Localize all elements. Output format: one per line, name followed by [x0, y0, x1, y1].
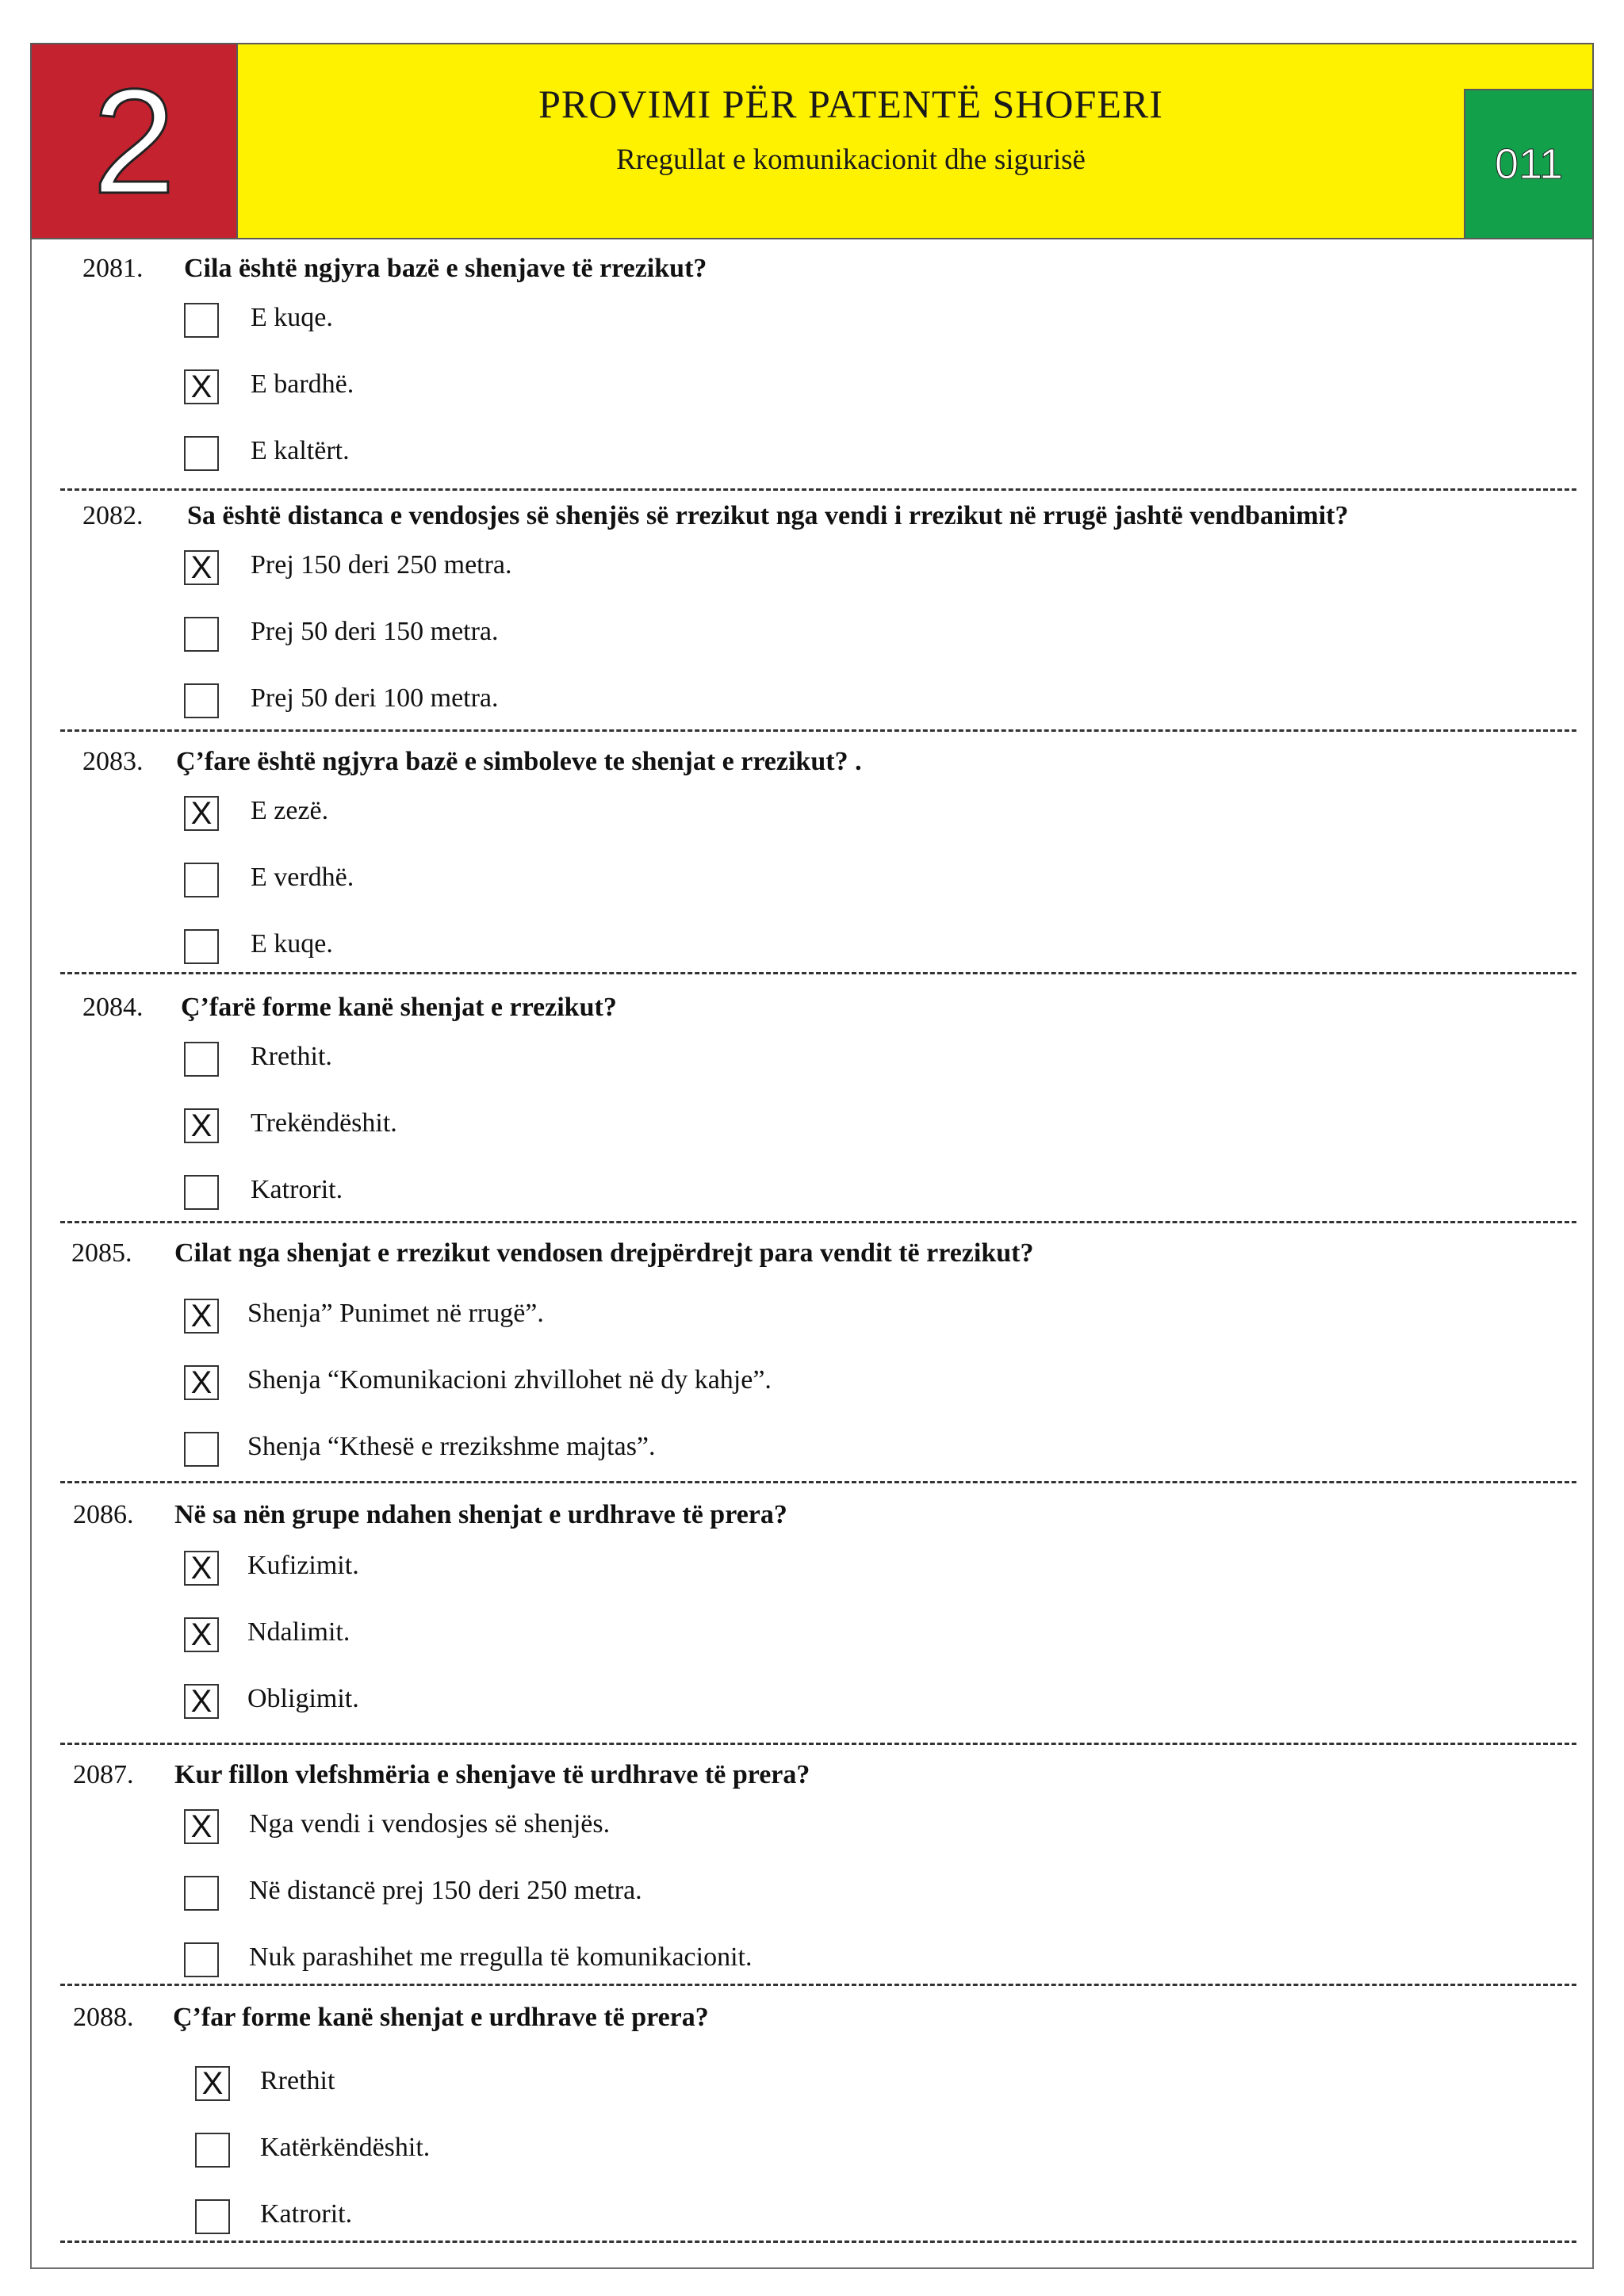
answer-label: Në distancë prej 150 deri 250 metra.: [249, 1876, 642, 1905]
answer-label: Rrethit: [260, 2066, 335, 2095]
answer-checkbox[interactable]: [184, 436, 219, 471]
dashed-divider: [60, 729, 1576, 732]
question-text: Cilat nga shenjat e rrezikut vendosen drejpërdrejt para vendit të rrezikut?: [174, 1238, 1034, 1268]
dashed-divider: [60, 1743, 1576, 1745]
answer-checkbox[interactable]: [184, 1876, 219, 1911]
answer-checkbox[interactable]: X: [184, 796, 219, 831]
answer-checkbox[interactable]: X: [184, 1684, 219, 1719]
answer-checkbox[interactable]: [184, 617, 219, 652]
dashed-divider: [60, 1481, 1576, 1483]
dashed-divider: [60, 1221, 1576, 1223]
answer-checkbox[interactable]: X: [184, 1365, 219, 1400]
answer-label: Katrorit.: [251, 1175, 343, 1204]
question-number: 2086.: [73, 1500, 134, 1529]
question-text: Ç’farë forme kanë shenjat e rrezikut?: [181, 993, 617, 1022]
exam-header: [30, 43, 1594, 239]
answer-checkbox[interactable]: X: [184, 1809, 219, 1844]
answer-label: Shenja” Punimet në rrugë”.: [247, 1299, 544, 1328]
answer-label: Katërkëndëshit.: [260, 2133, 431, 2162]
answer-label: Shenja “Kthesë e rrezikshme majtas”.: [247, 1432, 656, 1461]
category-number: 2: [92, 58, 176, 224]
answer-label: Nga vendi i vendosjes së shenjës.: [249, 1809, 611, 1839]
question-text: Ç’fare është ngjyra bazë e simboleve te shenjat e rrezikut? .: [176, 747, 862, 776]
question-number: 2083.: [82, 747, 144, 776]
question-text: Sa është distanca e vendosjes së shenjës së rrezikut nga vendi i rrezikut në rrugë jashtë vendbanimit?: [187, 501, 1349, 530]
question-number: 2087.: [73, 1760, 134, 1789]
answer-checkbox[interactable]: [184, 1042, 219, 1077]
answer-label: E verdhë.: [251, 863, 354, 892]
answer-checkbox[interactable]: X: [184, 1617, 219, 1652]
dashed-divider: [60, 2241, 1576, 2243]
answer-checkbox[interactable]: [184, 929, 219, 964]
question-text: Cila është ngjyra bazë e shenjave të rrezikut?: [184, 254, 707, 283]
answer-label: E kuqe.: [251, 929, 333, 959]
answer-checkbox[interactable]: X: [184, 1299, 219, 1334]
question-number: 2084.: [82, 993, 144, 1022]
answer-label: E kaltërt.: [251, 436, 350, 465]
question-text: Kur fillon vlefshmëria e shenjave të urdhrave të prera?: [174, 1760, 810, 1789]
question-number: 2085.: [71, 1238, 132, 1268]
dashed-divider: [60, 972, 1576, 974]
answer-label: E bardhë.: [251, 369, 354, 399]
dashed-divider: [60, 488, 1576, 491]
answer-checkbox[interactable]: [184, 1432, 219, 1467]
answer-label: Kufizimit.: [247, 1551, 359, 1580]
answer-label: Rrethit.: [251, 1042, 332, 1071]
answer-checkbox[interactable]: X: [184, 369, 219, 404]
answer-checkbox[interactable]: X: [184, 550, 219, 585]
answer-label: Obligimit.: [247, 1684, 359, 1713]
answer-label: Prej 50 deri 100 metra.: [251, 683, 499, 713]
question-text: Në sa nën grupe ndahen shenjat e urdhrave të prera?: [174, 1500, 787, 1529]
answer-label: Trekëndëshit.: [251, 1108, 397, 1138]
answer-label: Ndalimit.: [247, 1617, 350, 1647]
answer-label: Nuk parashihet me rregulla të komunikacionit.: [249, 1942, 753, 1972]
answer-checkbox[interactable]: X: [195, 2066, 230, 2101]
answer-label: Prej 50 deri 150 metra.: [251, 617, 499, 646]
answer-checkbox[interactable]: [184, 863, 219, 897]
page-code: 011: [1494, 140, 1564, 188]
category-badge: [32, 44, 238, 238]
question-text: Ç’far forme kanë shenjat e urdhrave të prera?: [173, 2003, 709, 2032]
answer-label: E kuqe.: [251, 303, 333, 332]
answer-checkbox[interactable]: X: [184, 1108, 219, 1143]
answer-checkbox[interactable]: [184, 1175, 219, 1210]
question-number: 2082.: [82, 501, 144, 530]
question-number: 2088.: [73, 2003, 134, 2032]
answer-label: E zezë.: [251, 796, 329, 825]
page-subtitle: Rregullat e komunikacionit dhe sigurisë: [616, 144, 1086, 176]
page-title: PROVIMI PËR PATENTË SHOFERI: [538, 82, 1163, 126]
answer-checkbox[interactable]: [184, 683, 219, 718]
answer-checkbox[interactable]: X: [184, 1551, 219, 1586]
answer-checkbox[interactable]: [195, 2199, 230, 2234]
dashed-divider: [60, 1984, 1576, 1986]
answer-checkbox[interactable]: [184, 1942, 219, 1977]
answer-label: Prej 150 deri 250 metra.: [251, 550, 512, 580]
question-number: 2081.: [82, 254, 144, 283]
page-code-badge: [1464, 89, 1592, 238]
answer-label: Shenja “Komunikacioni zhvillohet në dy kahje”.: [247, 1365, 772, 1395]
answer-checkbox[interactable]: [184, 303, 219, 338]
answer-label: Katrorit.: [260, 2199, 353, 2229]
answer-checkbox[interactable]: [195, 2133, 230, 2168]
